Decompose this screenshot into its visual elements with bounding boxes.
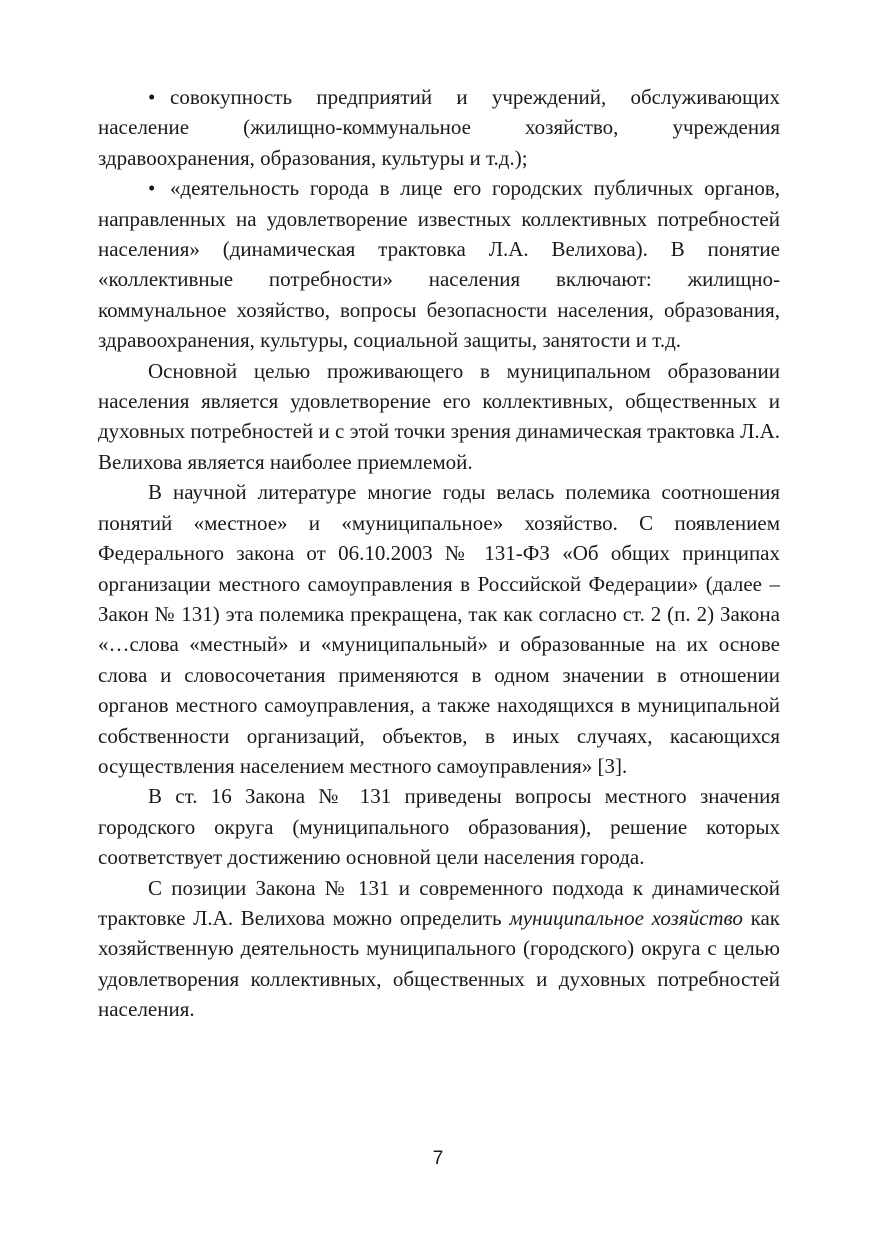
paragraph-definition — [98, 873, 780, 1025]
bullet-paragraph-enterprises — [98, 82, 780, 173]
paragraph-text: В научной литературе многие годы велась полемика соотношения понятий «местное» и «муниципальное» хозяйство. С появлением Федерального закона от 06.10.2003 № 131-ФЗ «Об общих принципах организации местного самоуправления в Российской Федерации» (далее – Закон № 131) эта полемика прекращена, так как согласно ст. 2 (п. 2) Закона «…слова «местный» и «муниципальный» и образованные на их основе слова и словосочетания применяются в одном значении в отношении органов местного самоуправления, а также находящихся в муниципальной собственности организаций, объектов, в иных случаях, касающихся осуществления населением местного самоуправления» [3]. — [98, 480, 780, 778]
paragraph-text-after: как хозяйственную деятельность муниципального (городского) округа с целью удовлетворения коллективных, общественных и духовных потребностей населения. — [98, 905, 780, 1022]
paragraph-main-goal — [98, 356, 780, 478]
paragraph-article-16 — [98, 781, 780, 872]
bullet-icon: • — [148, 85, 156, 109]
paragraph-text: Основной целью проживающего в муниципальном образовании населения является удовлетворение его коллективных, общественных и духовных потребностей и с этой точки зрения динамическая трактовка Л.А. Велихова является наиболее приемлемой. — [98, 358, 780, 474]
paragraph-text-before: С позиции Закона № 131 и современного подхода к динамической трактовке Л.А. Велихова можно определить — [98, 875, 780, 930]
bullet-paragraph-activity — [98, 173, 780, 355]
paragraph-text: В ст. 16 Закона № 131 приведены вопросы местного значения городского округа (муниципального образования), решение которых соответствует достижению основной цели населения города. — [98, 784, 780, 870]
document-page — [98, 82, 780, 1025]
paragraph-text: «деятельность города в лице его городских публичных органов, направленных на удовлетворение известных коллективных потребностей населения» (динамическая трактовка Л.А. Велихова). В понятие «коллективные потребности» населения включают: жилищно-коммунальное хозяйство, вопросы безопасности населения, образования, здравоохранения, культуры, социальной защиты, занятости и т.д. — [98, 176, 780, 353]
defined-term: муниципальное хозяйство — [509, 905, 743, 930]
paragraph-text: совокупность предприятий и учреждений, обслуживающих население (жилищно-коммунальное хозяйство, учреждения здравоохранения, образования, культуры и т.д.); — [98, 85, 780, 170]
page-number: 7 — [432, 1148, 444, 1169]
bullet-icon: • — [148, 176, 156, 201]
paragraph-polemic — [98, 477, 780, 781]
